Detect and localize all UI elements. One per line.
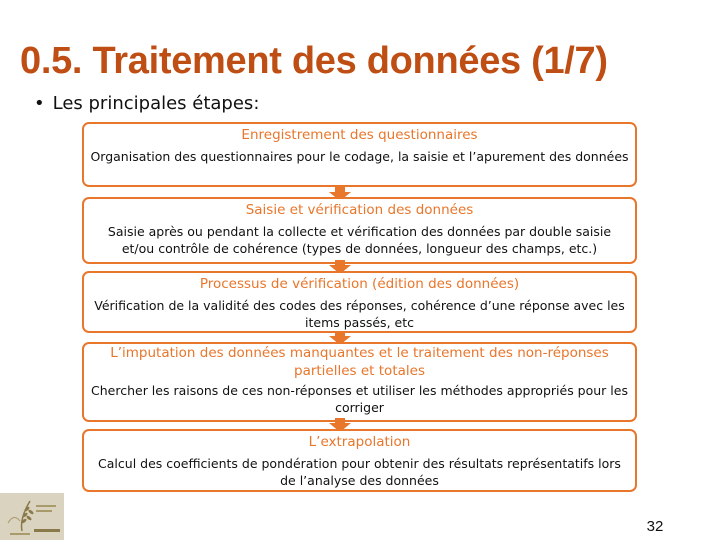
step-box-entry-verification [82,197,637,264]
bullet-item [34,93,259,114]
slide-title: 0.5. Traitement des données (1/7) [20,40,608,82]
bullet-icon: • [34,93,45,114]
page-number: 32 [646,518,664,535]
step-box-editing [82,271,637,333]
step-box-recording [82,122,637,187]
step-heading: L’extrapolation [308,434,411,450]
step-heading: L’imputation des données manquantes et le traitement des non-réponses partielles et totales [110,345,609,379]
step-description: Vérification de la validité des codes des réponses, cohérence d’une réponse avec les items passés, etc [94,298,625,330]
step-heading: Enregistrement des questionnaires [241,127,478,143]
global-strategy-logo [0,493,64,540]
step-heading: Processus de vérification (édition des données) [199,276,520,292]
bullet-text: Les principales étapes: [52,93,260,114]
step-description: Calcul des coefficients de pondération pour obtenir des résultats représentatifs lors de l’analyse des données [98,456,621,488]
step-heading: Saisie et vérification des données [245,202,474,218]
step-description: Organisation des questionnaires pour le codage, la saisie et l’apurement des données [90,149,629,164]
step-box-imputation [82,342,637,422]
step-description: Saisie après ou pendant la collecte et vérification des données par double saisie et/ou contrôle de cohérence (types de données, longueur des champs, etc.) [107,224,612,256]
step-description: Chercher les raisons de ces non-réponses et utiliser les méthodes appropriés pour les corriger [91,383,628,415]
step-box-extrapolation [82,429,637,492]
